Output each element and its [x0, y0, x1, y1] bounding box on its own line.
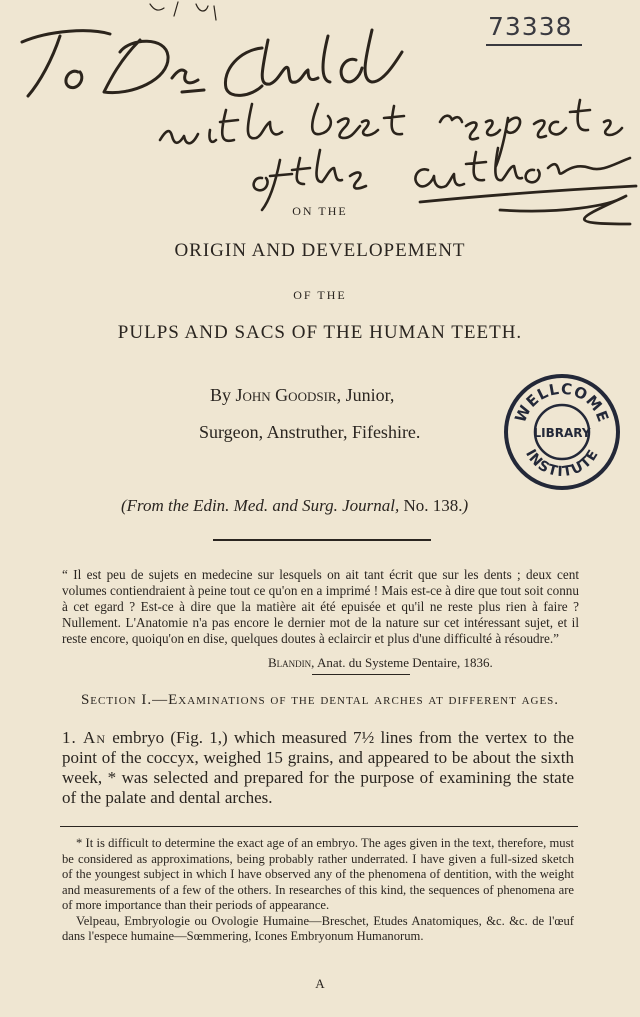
stamp-middle-text: LIBRARY	[533, 426, 591, 440]
heading-of-the: OF THE	[293, 288, 347, 302]
source-citation	[121, 496, 468, 516]
byline-by: By	[210, 385, 232, 405]
epigraph-quote	[62, 567, 579, 647]
stamp-bottom-text: INSTITUTE	[522, 446, 602, 481]
footnote-2: Velpeau, Embryologie ou Ovologie Humaine—Breschet, Etudes Anatomiques, &c. &c. de l'œuf dans l'espece humaine—Sœmmering, Icones Embryonum Humanorum.	[62, 913, 574, 943]
divider-rule-short	[312, 674, 410, 675]
shelfmark-underline	[486, 44, 582, 46]
paragraph-lead: 1. An	[62, 728, 106, 747]
heading-on-the: ON THE	[292, 204, 348, 218]
title-line-2: PULPS AND SACS OF THE HUMAN TEETH.	[117, 322, 523, 343]
source-number: No. 138.	[403, 496, 463, 515]
author-byline	[210, 385, 394, 406]
epigraph-citation	[268, 655, 493, 671]
footnotes	[62, 836, 574, 945]
stamp-top-text: WELLCOME	[511, 379, 613, 426]
library-stamp	[502, 372, 622, 492]
epigraph-author: Blandin,	[268, 655, 315, 670]
body-paragraph	[62, 728, 574, 808]
author-affiliation: Surgeon, Anstruther, Fifeshire.	[199, 422, 421, 442]
svg-text:INSTITUTE	[522, 447, 602, 481]
paragraph-text: embryo (Fig. 1,) which measured 7½ lines from the vertex to the point of the coccyx, weighed 15 grains, and appeared to be about the sixth week, * was selected and prepared for the purpose of examining the state of the palate and dental arches.	[62, 728, 575, 807]
divider-rule	[213, 539, 431, 541]
footnote-1: * It is difficult to determine the exact age of an embryo. The ages given in the text, therefore, must be considered as approximations, being probably rather underrated. I have given a full-sized sketch of the youngest subject in which I have observed any of the phenomena of dentition, with the weight and measurements of a few of the others. In researches of this kind, the sequences of phenomena are of more importance than their periods of appearance.	[62, 836, 574, 912]
source-close: )	[462, 496, 469, 515]
section-heading: Section I.—Examinations of the dental arches at different ages.	[80, 692, 560, 708]
author-suffix: Junior,	[345, 385, 395, 405]
epigraph-text: “ Il est peu de sujets en medecine sur lesquels on ait tant écrit que sur les dents ; deux cent volumes contiendraient à peine tout ce qu'on en a imprimé ! Mais est-ce à dire que tout soit connu à cet egard ? Est-ce à dire que la matière ait été epuisée et qu'il ne reste plus rien à faire ? Nullement. L'Anatomie n'a pas encore le dernier mot de la nature sur cet intéressant sujet, et il reste encore, quoiqu'on en dise, quelques doutes à eclaircir et plus d'une difficulté à résoudre.”	[62, 567, 579, 646]
title-line-1: ORIGIN AND DEVELOPEMENT	[174, 240, 466, 261]
signature-mark: A	[315, 976, 325, 991]
shelfmark-number: 73338	[488, 12, 573, 41]
footnote-rule	[60, 826, 578, 827]
epigraph-work: Anat. du Systeme Dentaire, 1836.	[316, 655, 493, 670]
author-name: John Goodsir,	[235, 385, 342, 405]
source-journal: (From the Edin. Med. and Surg. Journal,	[121, 496, 400, 515]
